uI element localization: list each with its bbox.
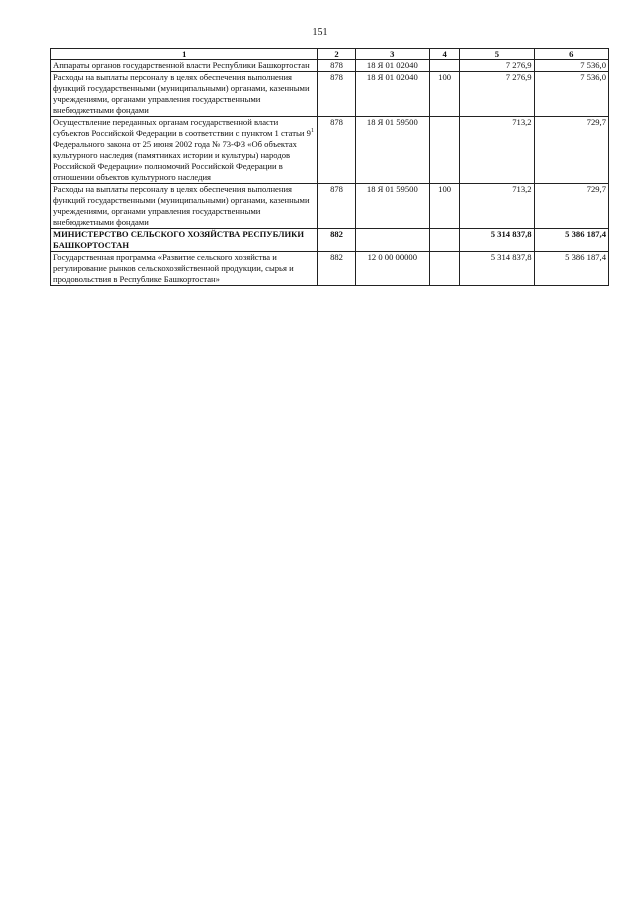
target-article-cell: 18 Я 01 02040 xyxy=(355,60,429,72)
department-code-cell: 878 xyxy=(318,60,355,72)
column-header-1: 1 xyxy=(51,49,318,60)
column-header-2: 2 xyxy=(318,49,355,60)
row-name-text: Федерального закона от 25 июня 2002 года № 73-ФЗ «Об объектах культурного наследия (памятниках истории и культуры) народов Российской Федерации» полномочий Российской Федерации в отношении объектов культурного наследия xyxy=(53,139,297,182)
amount-year1-cell: 7 276,9 xyxy=(460,60,534,72)
table-row xyxy=(51,117,609,184)
target-article-cell: 12 0 00 00000 xyxy=(355,252,429,286)
expense-kind-cell xyxy=(430,229,460,252)
amount-year2-cell: 7 536,0 xyxy=(534,60,608,72)
amount-year2-cell: 5 386 187,4 xyxy=(534,229,608,252)
amount-year1-cell: 5 314 837,8 xyxy=(460,229,534,252)
row-name-cell xyxy=(51,117,318,184)
target-article-cell: 18 Я 01 02040 xyxy=(355,72,429,117)
row-name-cell: Аппараты органов государственной власти Республики Башкортостан xyxy=(51,60,318,72)
department-code-cell: 878 xyxy=(318,184,355,229)
expense-kind-cell xyxy=(430,117,460,184)
amount-year1-cell: 5 314 837,8 xyxy=(460,252,534,286)
amount-year1-cell: 7 276,9 xyxy=(460,72,534,117)
table-row xyxy=(51,60,609,72)
target-article-cell: 18 Я 01 59500 xyxy=(355,117,429,184)
amount-year2-cell: 5 386 187,4 xyxy=(534,252,608,286)
budget-table xyxy=(50,48,609,286)
expense-kind-cell: 100 xyxy=(430,184,460,229)
table-row xyxy=(51,184,609,229)
amount-year2-cell: 729,7 xyxy=(534,184,608,229)
department-code-cell: 882 xyxy=(318,229,355,252)
department-code-cell: 878 xyxy=(318,72,355,117)
amount-year2-cell: 7 536,0 xyxy=(534,72,608,117)
page-number: 151 xyxy=(312,27,328,38)
table-row-ministry xyxy=(51,229,609,252)
table-row xyxy=(51,72,609,117)
department-code-cell: 878 xyxy=(318,117,355,184)
expense-kind-cell: 100 xyxy=(430,72,460,117)
expense-kind-cell xyxy=(430,60,460,72)
target-article-cell: 18 Я 01 59500 xyxy=(355,184,429,229)
column-header-4: 4 xyxy=(430,49,460,60)
department-code-cell: 882 xyxy=(318,252,355,286)
superscript: 1 xyxy=(310,128,314,135)
row-name-cell: Расходы на выплаты персоналу в целях обеспечения выполнения функций государственными (муниципальными) органами, казенными учреждениями, органами управления государственными внебюджетными фондами xyxy=(51,184,318,229)
column-header-6: 6 xyxy=(534,49,608,60)
table-header-row xyxy=(51,49,609,60)
column-header-3: 3 xyxy=(355,49,429,60)
amount-year2-cell: 729,7 xyxy=(534,117,608,184)
column-header-5: 5 xyxy=(460,49,534,60)
amount-year1-cell: 713,2 xyxy=(460,184,534,229)
expense-kind-cell xyxy=(430,252,460,286)
row-name-cell: Государственная программа «Развитие сельского хозяйства и регулирование рынков сельскохозяйственной продукции, сырья и продовольствия в Республике Башкортостан» xyxy=(51,252,318,286)
row-name-cell: Расходы на выплаты персоналу в целях обеспечения выполнения функций государственными (муниципальными) органами, казенными учреждениями, органами управления государственными внебюджетными фондами xyxy=(51,72,318,117)
target-article-cell xyxy=(355,229,429,252)
table-row xyxy=(51,252,609,286)
amount-year1-cell: 713,2 xyxy=(460,117,534,184)
row-name-cell: МИНИСТЕРСТВО СЕЛЬСКОГО ХОЗЯЙСТВА РЕСПУБЛИКИ БАШКОРТОСТАН xyxy=(51,229,318,252)
row-name-text: Осуществление переданных органам государственной власти субъектов Российской Федерации в соответствии с пунктом 1 статьи 9 xyxy=(53,117,311,138)
